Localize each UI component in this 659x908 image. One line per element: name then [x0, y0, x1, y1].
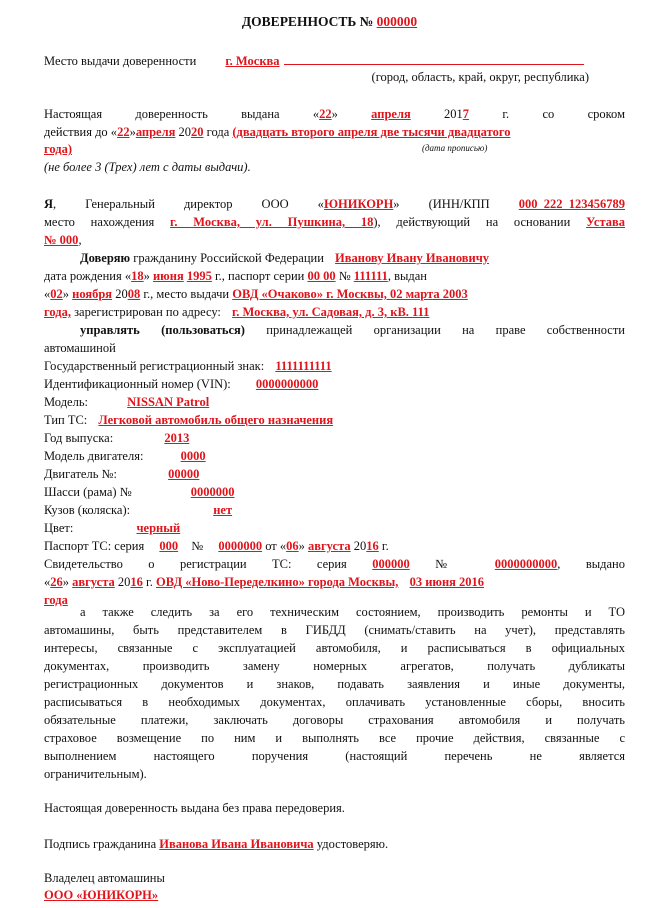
- pts-year: 16: [366, 539, 379, 553]
- body-line: [44, 502, 625, 518]
- until-year: 20: [191, 125, 204, 139]
- passport-series-label: г., паспорт серии: [214, 269, 305, 283]
- sts-series: 000000: [372, 557, 410, 571]
- passport-issue-day: 02: [50, 287, 63, 301]
- powers-line-2: автомашины, быть представителем в ГИБДД (снимать/ставить на учет), представлять: [44, 623, 625, 637]
- document-number: 000000: [376, 14, 418, 29]
- until-day: 22: [117, 125, 130, 139]
- pts-series: 000: [159, 539, 179, 553]
- principal-address: г. Москва, ул. Пушкина, 18: [170, 215, 374, 229]
- powers-line-9: выполнением настоящего поручения (настоящий перечень не является: [44, 749, 625, 763]
- place-hint: (город, область, край, округ, республика): [371, 70, 589, 84]
- powers-line-10: ограничительным).: [44, 767, 147, 781]
- sts-place: ОВД «Ново-Переделкино» города Москвы,: [155, 575, 399, 589]
- birth-year: 1995: [186, 269, 212, 283]
- trust-line-2: [44, 268, 625, 284]
- color-value: черный: [136, 521, 181, 535]
- until-month: апреля: [135, 125, 176, 139]
- pts-number-label: №: [191, 539, 204, 553]
- sts-day: 26: [50, 575, 63, 589]
- chassis-label: Шасси (рама) №: [44, 485, 132, 499]
- year-label: Год выпуска:: [44, 431, 114, 445]
- vehicle-word: автомашиной: [44, 341, 116, 355]
- powers-line-7: обязательные платежи, заключать договоры страхования автомобиля и получать: [44, 713, 625, 727]
- sts-place-date: 03 июня 2016: [409, 575, 485, 589]
- title-text: ДОВЕРЕННОСТЬ №: [241, 14, 374, 29]
- trust-line-3: «02» ноября 2008 г., место выдачи ОВД «Очаково» г. Москвы, 02 марта 2003: [44, 287, 468, 301]
- passport-issued-label: , выдан: [387, 269, 427, 283]
- engine-line: [44, 466, 625, 482]
- signature-name: Иванова Ивана Ивановича: [159, 837, 314, 851]
- chassis-value: 0000000: [190, 485, 235, 499]
- manage-verb: управлять (пользоваться): [80, 323, 245, 337]
- trust-citizen: гражданину Российской Федерации: [133, 251, 324, 265]
- reg-label: Государственный регистрационный знак:: [44, 359, 265, 373]
- sts-line-2: «26» августа 2016 г. ОВД «Ново-Переделкино» города Москвы, 03 июня 2016: [44, 575, 485, 589]
- sts-number: 0000000000: [494, 557, 558, 571]
- owner-name: ООО «ЮНИКОРН»: [44, 888, 159, 902]
- issue-month: апреля: [371, 107, 411, 121]
- place-label: Место выдачи доверенности: [44, 54, 197, 68]
- birth-quote: »: [143, 269, 150, 283]
- issue-line-2: [44, 124, 625, 140]
- body-value: нет: [213, 503, 233, 517]
- signature-text: удостоверяю.: [316, 837, 389, 851]
- no-transfer: Настоящая доверенность выдана без права передоверия.: [44, 801, 345, 815]
- engine-model-line: [44, 448, 625, 464]
- passport-issue-year: 08: [127, 287, 141, 301]
- until-quote: »: [129, 125, 136, 139]
- pts-from: от «: [265, 539, 287, 553]
- passport-issue-place: ОВД «Очаково» г. Москвы, 02 марта 2003: [232, 287, 468, 301]
- registered-label: зарегистрирован по адресу:: [74, 305, 221, 319]
- body-label: Кузов (коляска):: [44, 503, 131, 517]
- pts-year-prefix: 20: [353, 539, 367, 553]
- issue-text: Настоящая доверенность выдана «: [44, 107, 320, 121]
- signature-label: Подпись гражданина: [44, 837, 157, 851]
- pts-month: августа: [308, 539, 351, 553]
- issue-term: г. со сроком: [502, 107, 625, 121]
- engine-label: Двигатель №:: [44, 467, 117, 481]
- principal-basis-label: ), действующий на основании: [373, 215, 571, 229]
- passport-issue-place-label: г., место выдачи: [143, 287, 230, 301]
- pts-day: 06: [286, 539, 299, 553]
- powers-line-1: а также следить за его техническим состоянием, производить ремонты и ТО: [80, 605, 625, 619]
- owner-label: Владелец автомашины: [44, 871, 165, 885]
- sts-month: августа: [72, 575, 115, 589]
- sts-place-end: года: [44, 593, 68, 607]
- date-note: (дата прописью): [422, 143, 488, 153]
- engine-value: 00000: [168, 467, 200, 481]
- model-label: Модель:: [44, 395, 89, 409]
- birth-day: 18: [131, 269, 144, 283]
- until-year-word: года: [206, 125, 230, 139]
- sts-label: Свидетельство о регистрации ТС: серия: [44, 557, 347, 571]
- principal-inn-label: » (ИНН/КПП: [393, 197, 490, 211]
- pts-label: Паспорт ТС: серия: [44, 539, 145, 553]
- place-value: г. Москва: [225, 54, 280, 68]
- vin-value: 0000000000: [255, 377, 319, 391]
- sts-year-suffix: г.: [146, 575, 153, 589]
- issue-line-1: [44, 106, 625, 122]
- pts-line: Паспорт ТС: серия 000 № 0000000 от «06» августа 2016 г.: [44, 539, 389, 553]
- model-value: NISSAN Patrol: [127, 395, 210, 409]
- passport-issue-place-end: года,: [44, 305, 71, 319]
- sts-year: 16: [130, 575, 143, 589]
- principal-basis-number: № 000: [44, 233, 79, 247]
- vin-line: [44, 376, 625, 392]
- place-underline: [284, 52, 584, 65]
- principal-line-2: [44, 214, 625, 230]
- issue-line-3: [44, 141, 625, 157]
- passport-issue-month: ноября: [72, 287, 113, 301]
- passport-number: 111111: [353, 269, 388, 283]
- principal-basis: Устава: [586, 215, 626, 229]
- until-label: действия до «: [44, 125, 118, 139]
- owner-line: [44, 887, 625, 903]
- type-label: Тип ТС:: [44, 413, 88, 427]
- trustee-name: Иванову Ивану Ивановичу: [335, 251, 490, 265]
- issue-limit: (не более 3 (Трех) лет с даты выдачи).: [44, 160, 251, 174]
- pts-year-suffix: г.: [381, 539, 389, 553]
- issue-year: 7: [462, 107, 470, 121]
- engine-model-value: 0000: [180, 449, 206, 463]
- place-line: [44, 52, 625, 68]
- trust-line-4: [44, 304, 625, 320]
- color-label: Цвет:: [44, 521, 74, 535]
- powers-line-6: расписываться в необходимых документах, оплачивать установленные сборы, вносить: [44, 695, 625, 709]
- sts-year-prefix: 20: [117, 575, 131, 589]
- passport-issue-year-prefix: 20: [115, 287, 128, 301]
- principal-line-3: № 000,: [44, 233, 82, 247]
- powers-line-3: интересы, связанные с эксплуатацией автомобиля, и расписываться в официальных: [44, 641, 625, 655]
- sts-issued: , выдано: [557, 557, 625, 571]
- trust-line-5: [80, 322, 625, 338]
- birth-label: дата рождения «: [44, 269, 132, 283]
- registered-address: г. Москва, ул. Садовая, д. 3, кВ. 111: [232, 305, 430, 319]
- issue-quote: »: [331, 107, 338, 121]
- powers-line-5: регистрационных документов и знаков, подавать заявления и иные документы,: [44, 677, 625, 691]
- until-words: (двадцать второго апреля две тысячи двадцатого: [232, 125, 511, 139]
- powers-line-8: страховое возмещение по ним и выполнять все прочие действия, связанные с: [44, 731, 625, 745]
- model-line: [44, 394, 625, 410]
- signature-line: [44, 836, 625, 852]
- passport-number-label: №: [338, 269, 351, 283]
- issue-year-prefix: 201: [444, 107, 463, 121]
- trust-line-1: [80, 250, 625, 266]
- until-words-end: года): [44, 142, 72, 156]
- document-title: [0, 14, 659, 30]
- principal-ya: Я: [44, 197, 54, 211]
- sts-number-label: №: [435, 557, 470, 571]
- issue-day: 22: [319, 107, 332, 121]
- until-year-prefix: 20: [178, 125, 192, 139]
- type-line: [44, 412, 625, 428]
- vin-label: Идентификационный номер (VIN):: [44, 377, 231, 391]
- year-line: [44, 430, 625, 446]
- principal-location-label: место нахождения: [44, 215, 155, 229]
- engine-model-label: Модель двигателя:: [44, 449, 144, 463]
- principal-company: ЮНИКОРН: [323, 197, 394, 211]
- reg-line: [44, 358, 625, 374]
- principal-position: , Генеральный директор ООО «: [53, 197, 324, 211]
- manage-text: принадлежащей организации на праве собственности: [266, 323, 625, 337]
- powers-line-4: документах, производить замену номерных агрегатов, получать дубликаты: [44, 659, 625, 673]
- year-value: 2013: [164, 431, 190, 445]
- passport-series: 00 00: [307, 269, 336, 283]
- trust-verb: Доверяю: [80, 251, 131, 265]
- type-value: Легковой автомобиль общего назначения: [98, 413, 334, 427]
- sts-line-1: [44, 556, 625, 572]
- color-line: [44, 520, 625, 536]
- principal-inn: 000_222_123456789: [518, 197, 626, 211]
- chassis-line: [44, 484, 625, 500]
- principal-line-1: [44, 196, 625, 212]
- reg-value: 1111111111: [275, 359, 332, 373]
- pts-number: 0000000: [218, 539, 263, 553]
- birth-month: июня: [152, 269, 184, 283]
